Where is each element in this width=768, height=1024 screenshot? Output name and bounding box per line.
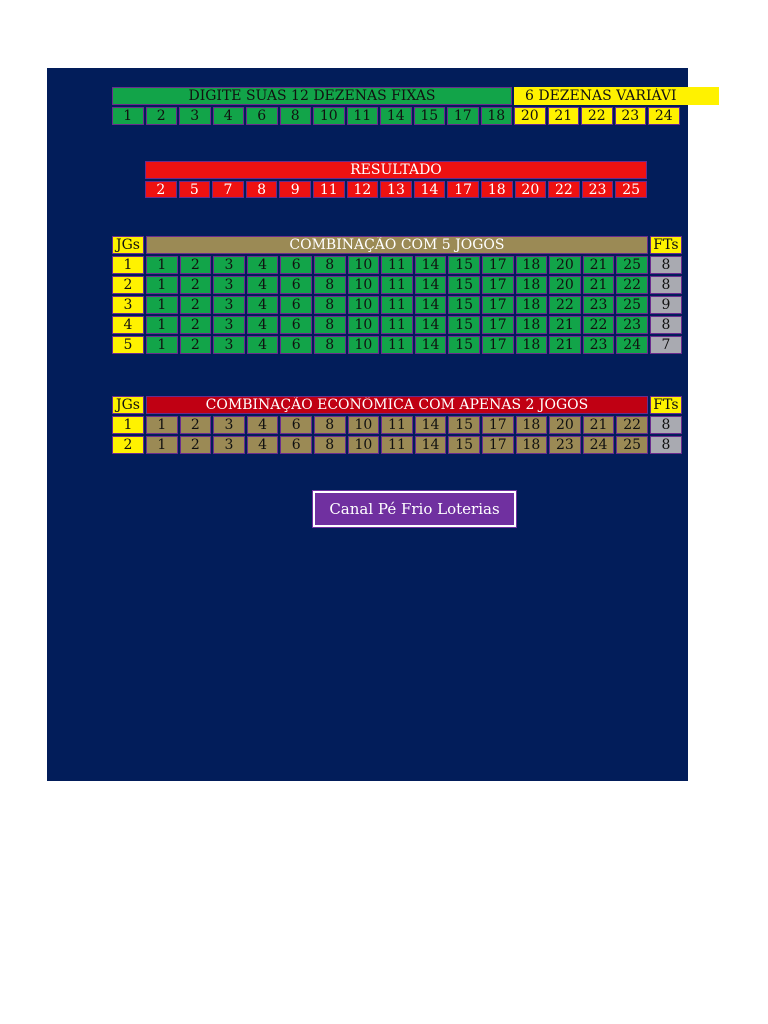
jogo-dezena-cell: 15 (448, 256, 480, 274)
jogo-dezena-cell: 8 (314, 316, 346, 334)
jogo-dezena-cell: 21 (583, 276, 615, 294)
fts-cell: 8 (650, 416, 682, 434)
jogo-number-cell: 1 (112, 416, 144, 434)
jogo-dezena-cell: 8 (314, 256, 346, 274)
jogo-dezena-cell: 20 (549, 416, 581, 434)
jogo-dezena-cell: 11 (381, 296, 413, 314)
fts-cell: 8 (650, 316, 682, 334)
resultado-header: RESULTADO (145, 161, 647, 179)
jogo-dezena-cell: 15 (448, 416, 480, 434)
jogo-dezena-cell: 18 (516, 276, 548, 294)
resultado-number-cell[interactable]: 2 (145, 181, 177, 198)
jogo-dezena-cell: 20 (549, 276, 581, 294)
fixa-number-cell[interactable]: 1 (112, 107, 144, 125)
jogo-dezena-cell: 10 (348, 296, 380, 314)
jogo-dezena-cell: 11 (381, 256, 413, 274)
jogo-dezena-cell: 10 (348, 436, 380, 454)
resultado-number-cell[interactable]: 17 (447, 181, 479, 198)
jogo-dezena-cell: 14 (415, 416, 447, 434)
jogo-dezena-cell: 22 (616, 416, 648, 434)
jogo-dezena-cell: 4 (247, 416, 279, 434)
variavel-number-cell[interactable]: 21 (548, 107, 580, 125)
jogo-dezena-cell: 6 (280, 256, 312, 274)
jogo-dezena-cell: 10 (348, 336, 380, 354)
jogo-number-cell: 2 (112, 276, 144, 294)
jogo-dezena-cell: 15 (448, 296, 480, 314)
jogo-dezena-cell: 11 (381, 416, 413, 434)
resultado-number-cell[interactable]: 23 (582, 181, 614, 198)
fts-cell: 9 (650, 296, 682, 314)
resultado-number-cell[interactable]: 9 (279, 181, 311, 198)
jogo-dezena-cell: 2 (180, 256, 212, 274)
jogo-number-cell: 2 (112, 436, 144, 454)
jogo-dezena-cell: 3 (213, 436, 245, 454)
variavel-number-cell[interactable]: 24 (648, 107, 680, 125)
jogo-dezena-cell: 25 (616, 436, 648, 454)
resultado-table (145, 161, 647, 198)
resultado-number-cell[interactable]: 20 (515, 181, 547, 198)
combinacao-header: COMBINAÇÃO ECONÔMICA COM APENAS 2 JOGOS (146, 396, 648, 414)
jogo-dezena-cell: 4 (247, 296, 279, 314)
jogo-dezena-cell: 23 (549, 436, 581, 454)
jogo-dezena-cell: 14 (415, 296, 447, 314)
jogo-dezena-cell: 11 (381, 436, 413, 454)
dezenas-fixas-table (112, 87, 680, 125)
jogo-dezena-cell: 8 (314, 436, 346, 454)
jogo-dezena-cell: 2 (180, 336, 212, 354)
resultado-number-cell[interactable]: 14 (414, 181, 446, 198)
jogo-dezena-cell: 17 (482, 316, 514, 334)
jogo-dezena-cell: 24 (583, 436, 615, 454)
jogo-dezena-cell: 18 (516, 256, 548, 274)
fixas-header: DIGITE SUAS 12 DEZENAS FIXAS (112, 87, 512, 105)
jogo-dezena-cell: 21 (583, 256, 615, 274)
jogo-dezena-cell: 23 (583, 296, 615, 314)
resultado-number-cell[interactable]: 22 (548, 181, 580, 198)
jogo-dezena-cell: 4 (247, 256, 279, 274)
jogo-dezena-cell: 24 (616, 336, 648, 354)
fixa-number-cell[interactable]: 17 (447, 107, 479, 125)
resultado-number-cell[interactable]: 7 (212, 181, 244, 198)
fts-cell: 8 (650, 256, 682, 274)
variavel-number-cell[interactable]: 20 (514, 107, 546, 125)
variaveis-header: 6 DEZENAS VARIÁVI (514, 87, 719, 105)
jogo-dezena-cell: 18 (516, 436, 548, 454)
jogo-dezena-cell: 2 (180, 436, 212, 454)
jogo-dezena-cell: 18 (516, 336, 548, 354)
jogo-dezena-cell: 3 (213, 296, 245, 314)
fts-cell: 7 (650, 336, 682, 354)
jogo-dezena-cell: 21 (583, 416, 615, 434)
jogo-dezena-cell: 2 (180, 316, 212, 334)
jogo-dezena-cell: 22 (583, 316, 615, 334)
jogo-dezena-cell: 22 (549, 296, 581, 314)
variavel-number-cell[interactable]: 22 (581, 107, 613, 125)
jogo-dezena-cell: 4 (247, 336, 279, 354)
jogo-dezena-cell: 14 (415, 256, 447, 274)
jogo-dezena-cell: 1 (146, 256, 178, 274)
jogo-dezena-cell: 17 (482, 296, 514, 314)
combinacao-5-jogos-table (112, 236, 682, 354)
combinacao-header: COMBINAÇÃO COM 5 JOGOS (146, 236, 648, 254)
fts-header: FTs (650, 236, 682, 254)
jogo-dezena-cell: 15 (448, 336, 480, 354)
jogo-dezena-cell: 21 (549, 316, 581, 334)
fixa-number-cell[interactable]: 3 (179, 107, 211, 125)
jogo-dezena-cell: 11 (381, 336, 413, 354)
resultado-number-cell[interactable]: 11 (313, 181, 345, 198)
jogo-dezena-cell: 3 (213, 276, 245, 294)
jogo-dezena-cell: 2 (180, 296, 212, 314)
jgs-header: JGs (112, 396, 144, 414)
fts-cell: 8 (650, 276, 682, 294)
fixa-number-cell[interactable]: 4 (213, 107, 245, 125)
jogo-dezena-cell: 8 (314, 416, 346, 434)
fixa-number-cell[interactable]: 6 (246, 107, 278, 125)
fixa-number-cell[interactable]: 10 (313, 107, 345, 125)
jogo-dezena-cell: 10 (348, 416, 380, 434)
jogo-dezena-cell: 1 (146, 316, 178, 334)
resultado-number-cell[interactable]: 18 (481, 181, 513, 198)
resultado-number-cell[interactable]: 13 (380, 181, 412, 198)
resultado-number-cell[interactable]: 5 (179, 181, 211, 198)
canal-pe-frio-button[interactable]: Canal Pé Frio Loterias (313, 491, 516, 527)
jogo-dezena-cell: 22 (616, 276, 648, 294)
jogo-dezena-cell: 17 (482, 436, 514, 454)
jogo-number-cell: 4 (112, 316, 144, 334)
jgs-header: JGs (112, 236, 144, 254)
jogo-dezena-cell: 6 (280, 436, 312, 454)
jogo-dezena-cell: 1 (146, 436, 178, 454)
jogo-dezena-cell: 15 (448, 316, 480, 334)
jogo-dezena-cell: 11 (381, 316, 413, 334)
jogo-dezena-cell: 21 (549, 336, 581, 354)
jogo-number-cell: 1 (112, 256, 144, 274)
jogo-dezena-cell: 17 (482, 416, 514, 434)
jogo-dezena-cell: 4 (247, 276, 279, 294)
fixa-number-cell[interactable]: 8 (280, 107, 312, 125)
jogo-dezena-cell: 10 (348, 256, 380, 274)
jogo-dezena-cell: 1 (146, 416, 178, 434)
jogo-dezena-cell: 23 (583, 336, 615, 354)
jogo-dezena-cell: 25 (616, 296, 648, 314)
jogo-dezena-cell: 6 (280, 316, 312, 334)
jogo-dezena-cell: 20 (549, 256, 581, 274)
fixa-number-cell[interactable]: 18 (481, 107, 513, 125)
jogo-dezena-cell: 15 (448, 276, 480, 294)
jogo-dezena-cell: 14 (415, 316, 447, 334)
fts-header: FTs (650, 396, 682, 414)
jogo-dezena-cell: 15 (448, 436, 480, 454)
jogo-dezena-cell: 1 (146, 276, 178, 294)
jogo-dezena-cell: 14 (415, 336, 447, 354)
fixa-number-cell[interactable]: 11 (347, 107, 379, 125)
jogo-dezena-cell: 4 (247, 436, 279, 454)
jogo-number-cell: 3 (112, 296, 144, 314)
jogo-dezena-cell: 3 (213, 256, 245, 274)
jogo-dezena-cell: 2 (180, 416, 212, 434)
jogo-dezena-cell: 3 (213, 416, 245, 434)
fixa-number-cell[interactable]: 14 (380, 107, 412, 125)
jogo-dezena-cell: 23 (616, 316, 648, 334)
combinacao-economica-table (112, 396, 682, 454)
jogo-dezena-cell: 8 (314, 276, 346, 294)
fts-cell: 8 (650, 436, 682, 454)
jogo-dezena-cell: 8 (314, 336, 346, 354)
jogo-dezena-cell: 10 (348, 316, 380, 334)
jogo-dezena-cell: 18 (516, 296, 548, 314)
jogo-dezena-cell: 18 (516, 316, 548, 334)
jogo-dezena-cell: 10 (348, 276, 380, 294)
resultado-number-cell[interactable]: 8 (246, 181, 278, 198)
jogo-dezena-cell: 6 (280, 416, 312, 434)
jogo-dezena-cell: 1 (146, 296, 178, 314)
resultado-number-cell[interactable]: 25 (615, 181, 647, 198)
jogo-dezena-cell: 17 (482, 276, 514, 294)
jogo-dezena-cell: 6 (280, 296, 312, 314)
jogo-dezena-cell: 18 (516, 416, 548, 434)
fixa-number-cell[interactable]: 2 (146, 107, 178, 125)
jogo-dezena-cell: 14 (415, 436, 447, 454)
jogo-number-cell: 5 (112, 336, 144, 354)
jogo-dezena-cell: 6 (280, 276, 312, 294)
jogo-dezena-cell: 2 (180, 276, 212, 294)
fixa-number-cell[interactable]: 15 (414, 107, 446, 125)
jogo-dezena-cell: 14 (415, 276, 447, 294)
jogo-dezena-cell: 4 (247, 316, 279, 334)
jogo-dezena-cell: 3 (213, 316, 245, 334)
jogo-dezena-cell: 8 (314, 296, 346, 314)
variavel-number-cell[interactable]: 23 (615, 107, 647, 125)
jogo-dezena-cell: 6 (280, 336, 312, 354)
jogo-dezena-cell: 3 (213, 336, 245, 354)
jogo-dezena-cell: 11 (381, 276, 413, 294)
jogo-dezena-cell: 17 (482, 336, 514, 354)
jogo-dezena-cell: 25 (616, 256, 648, 274)
resultado-number-cell[interactable]: 12 (347, 181, 379, 198)
jogo-dezena-cell: 17 (482, 256, 514, 274)
jogo-dezena-cell: 1 (146, 336, 178, 354)
